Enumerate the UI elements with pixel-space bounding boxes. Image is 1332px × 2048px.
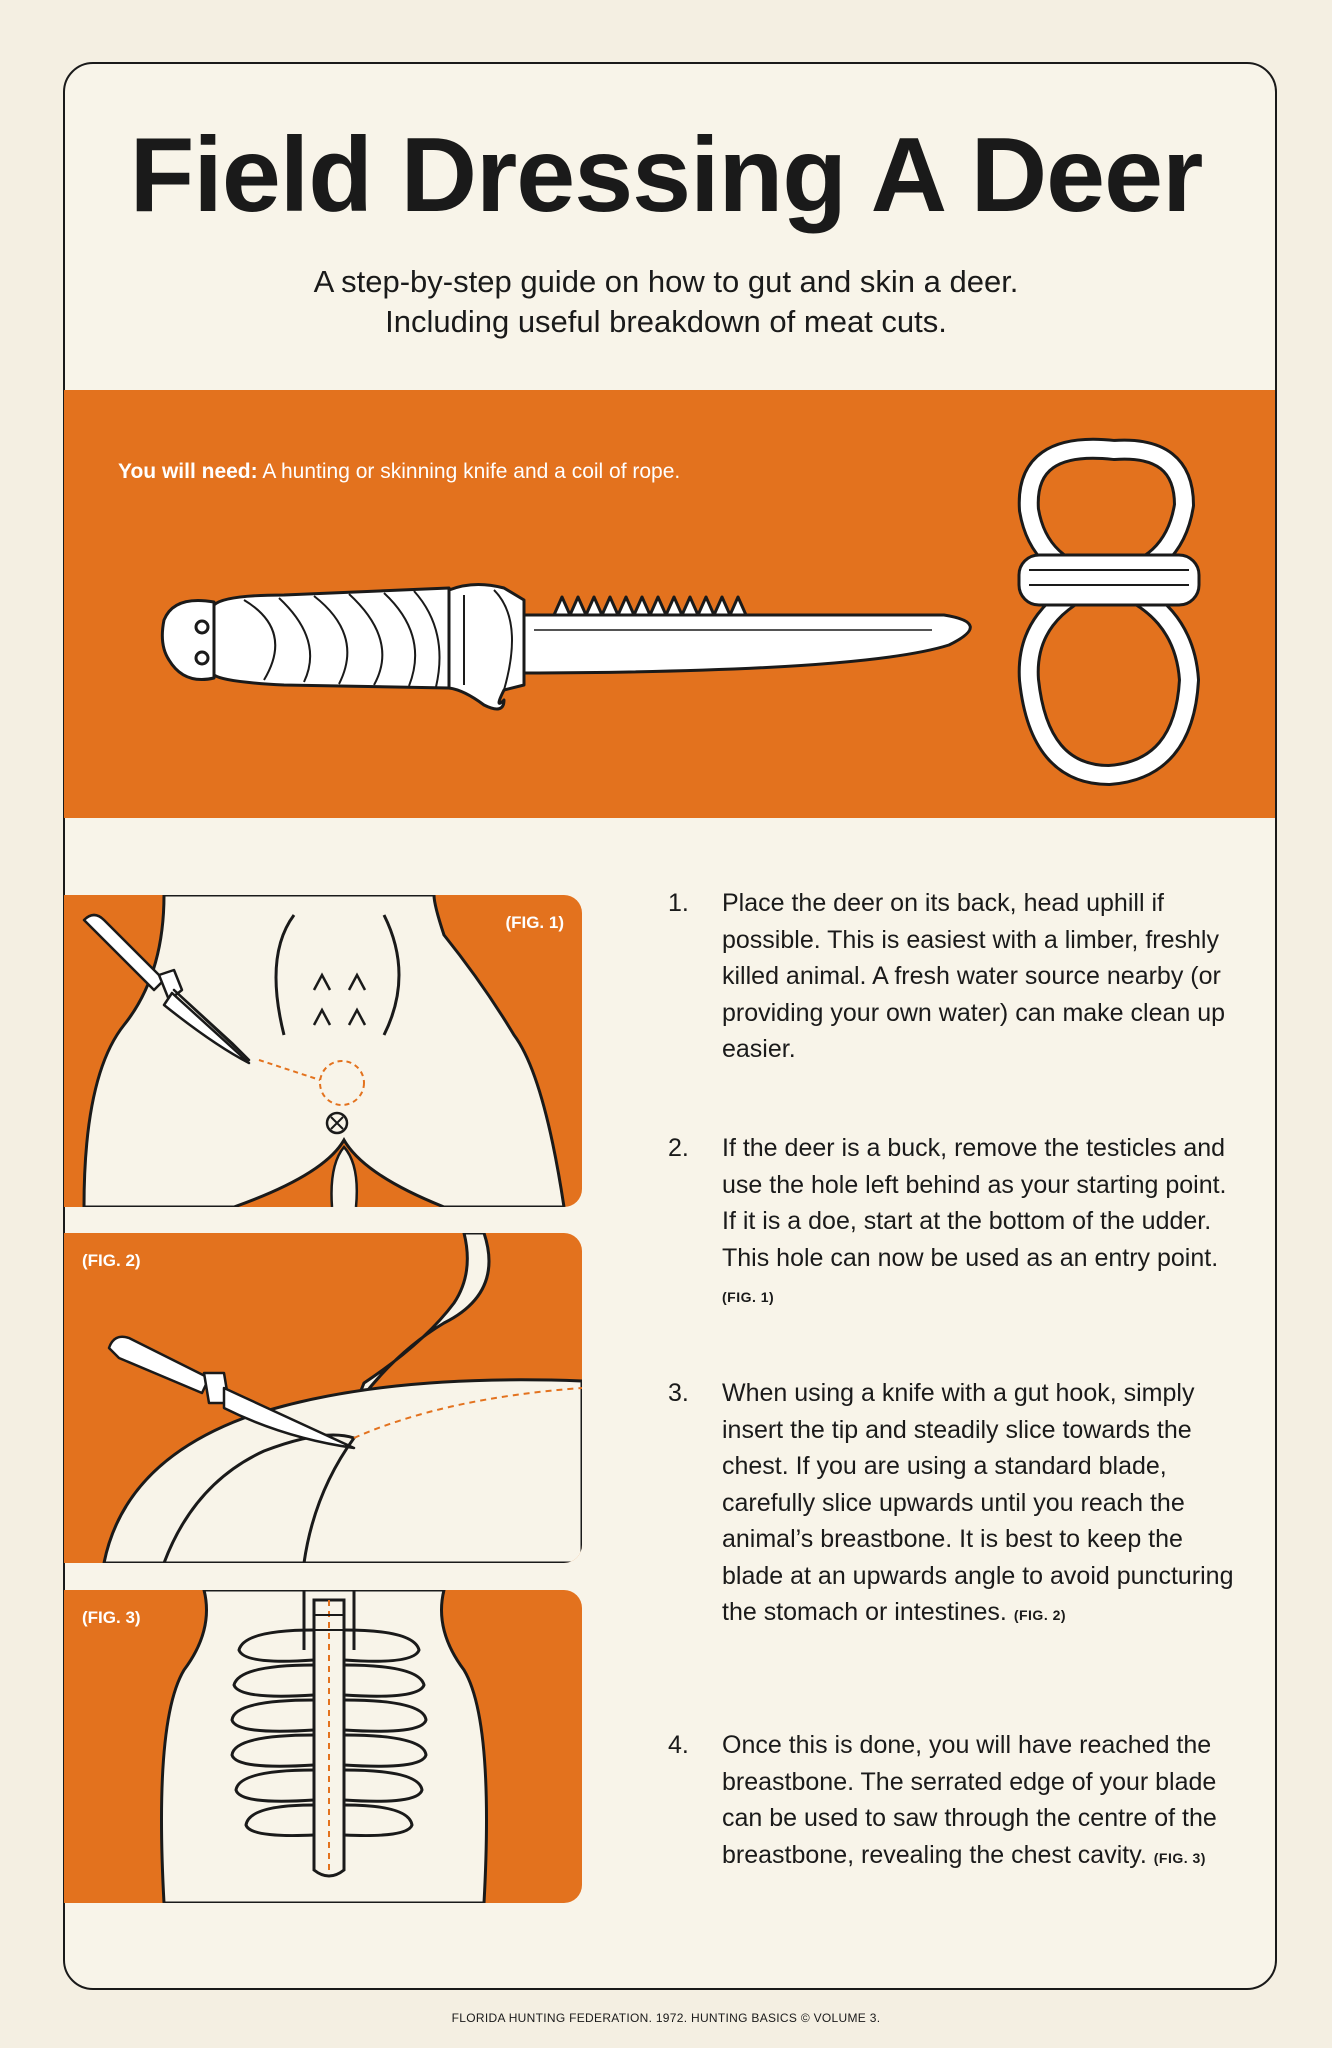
figure-1-panel xyxy=(64,895,582,1207)
figure-reference: (FIG. 1) xyxy=(722,1289,775,1305)
figure-3-panel xyxy=(64,1590,582,1903)
figure-3-label: (FIG. 3) xyxy=(82,1608,141,1627)
step-number: 3. xyxy=(668,1379,689,1407)
figure-2-panel xyxy=(64,1233,582,1563)
rope-coil-icon xyxy=(1019,449,1199,775)
step-number: 2. xyxy=(668,1134,689,1162)
step-text xyxy=(722,1727,1242,1876)
subtitle-line-1: A step-by-step guide on how to gut and skin a deer. xyxy=(313,264,1019,299)
requirements-label: You will need: xyxy=(118,460,258,483)
step-text xyxy=(722,1375,1242,1634)
figure-reference: (FIG. 2) xyxy=(1013,1607,1067,1623)
figure-2-illustration xyxy=(64,1233,582,1563)
requirements-detail: A hunting or skinning knife and a coil of rope. xyxy=(262,460,681,483)
subtitle xyxy=(0,262,1332,342)
figure-2-label: (FIG. 2) xyxy=(82,1251,141,1270)
tools-illustration xyxy=(64,390,1275,818)
footer-credit: FLORIDA HUNTING FEDERATION. 1972. HUNTING BASICS © VOLUME 3. xyxy=(451,2011,881,2025)
step-number: 1. xyxy=(668,889,689,917)
step-body: If the deer is a buck, remove the testicles and use the hole left behind as your starting point. If it is a doe, start at the bottom of the udder. This hole can now be used as an entry point. xyxy=(722,1134,1227,1272)
step-number: 4. xyxy=(668,1731,689,1759)
step-text xyxy=(722,885,1242,1068)
step-body: When using a knife with a gut hook, simply insert the tip and steadily slice towards the chest. If you are using a standard blade, carefully slice upwards until you reach the animal’s breastbone. It is best to keep the blade at an upwards angle to avoid puncturing the stomach or intestines. xyxy=(722,1379,1234,1626)
step-body: Once this is done, you will have reached the breastbone. The serrated edge of your blade can be used to saw through the centre of the breastbone, revealing the chest cavity. xyxy=(722,1731,1217,1869)
figure-3-illustration xyxy=(64,1590,582,1903)
figure-1-illustration xyxy=(64,895,582,1207)
figure-1-label: (FIG. 1) xyxy=(505,913,564,932)
page-title: Field Dressing A Deer xyxy=(129,116,1203,234)
subtitle-line-2: Including useful breakdown of meat cuts. xyxy=(385,304,947,339)
step-text xyxy=(722,1130,1242,1316)
hunting-knife-icon xyxy=(162,584,970,709)
figure-reference: (FIG. 3) xyxy=(1153,1849,1206,1866)
step-body: Place the deer on its back, head uphill if possible. This is easiest with a limber, freshly killed animal. A fresh water source nearby (or providing your own water) can make clean up easier. xyxy=(722,889,1226,1063)
